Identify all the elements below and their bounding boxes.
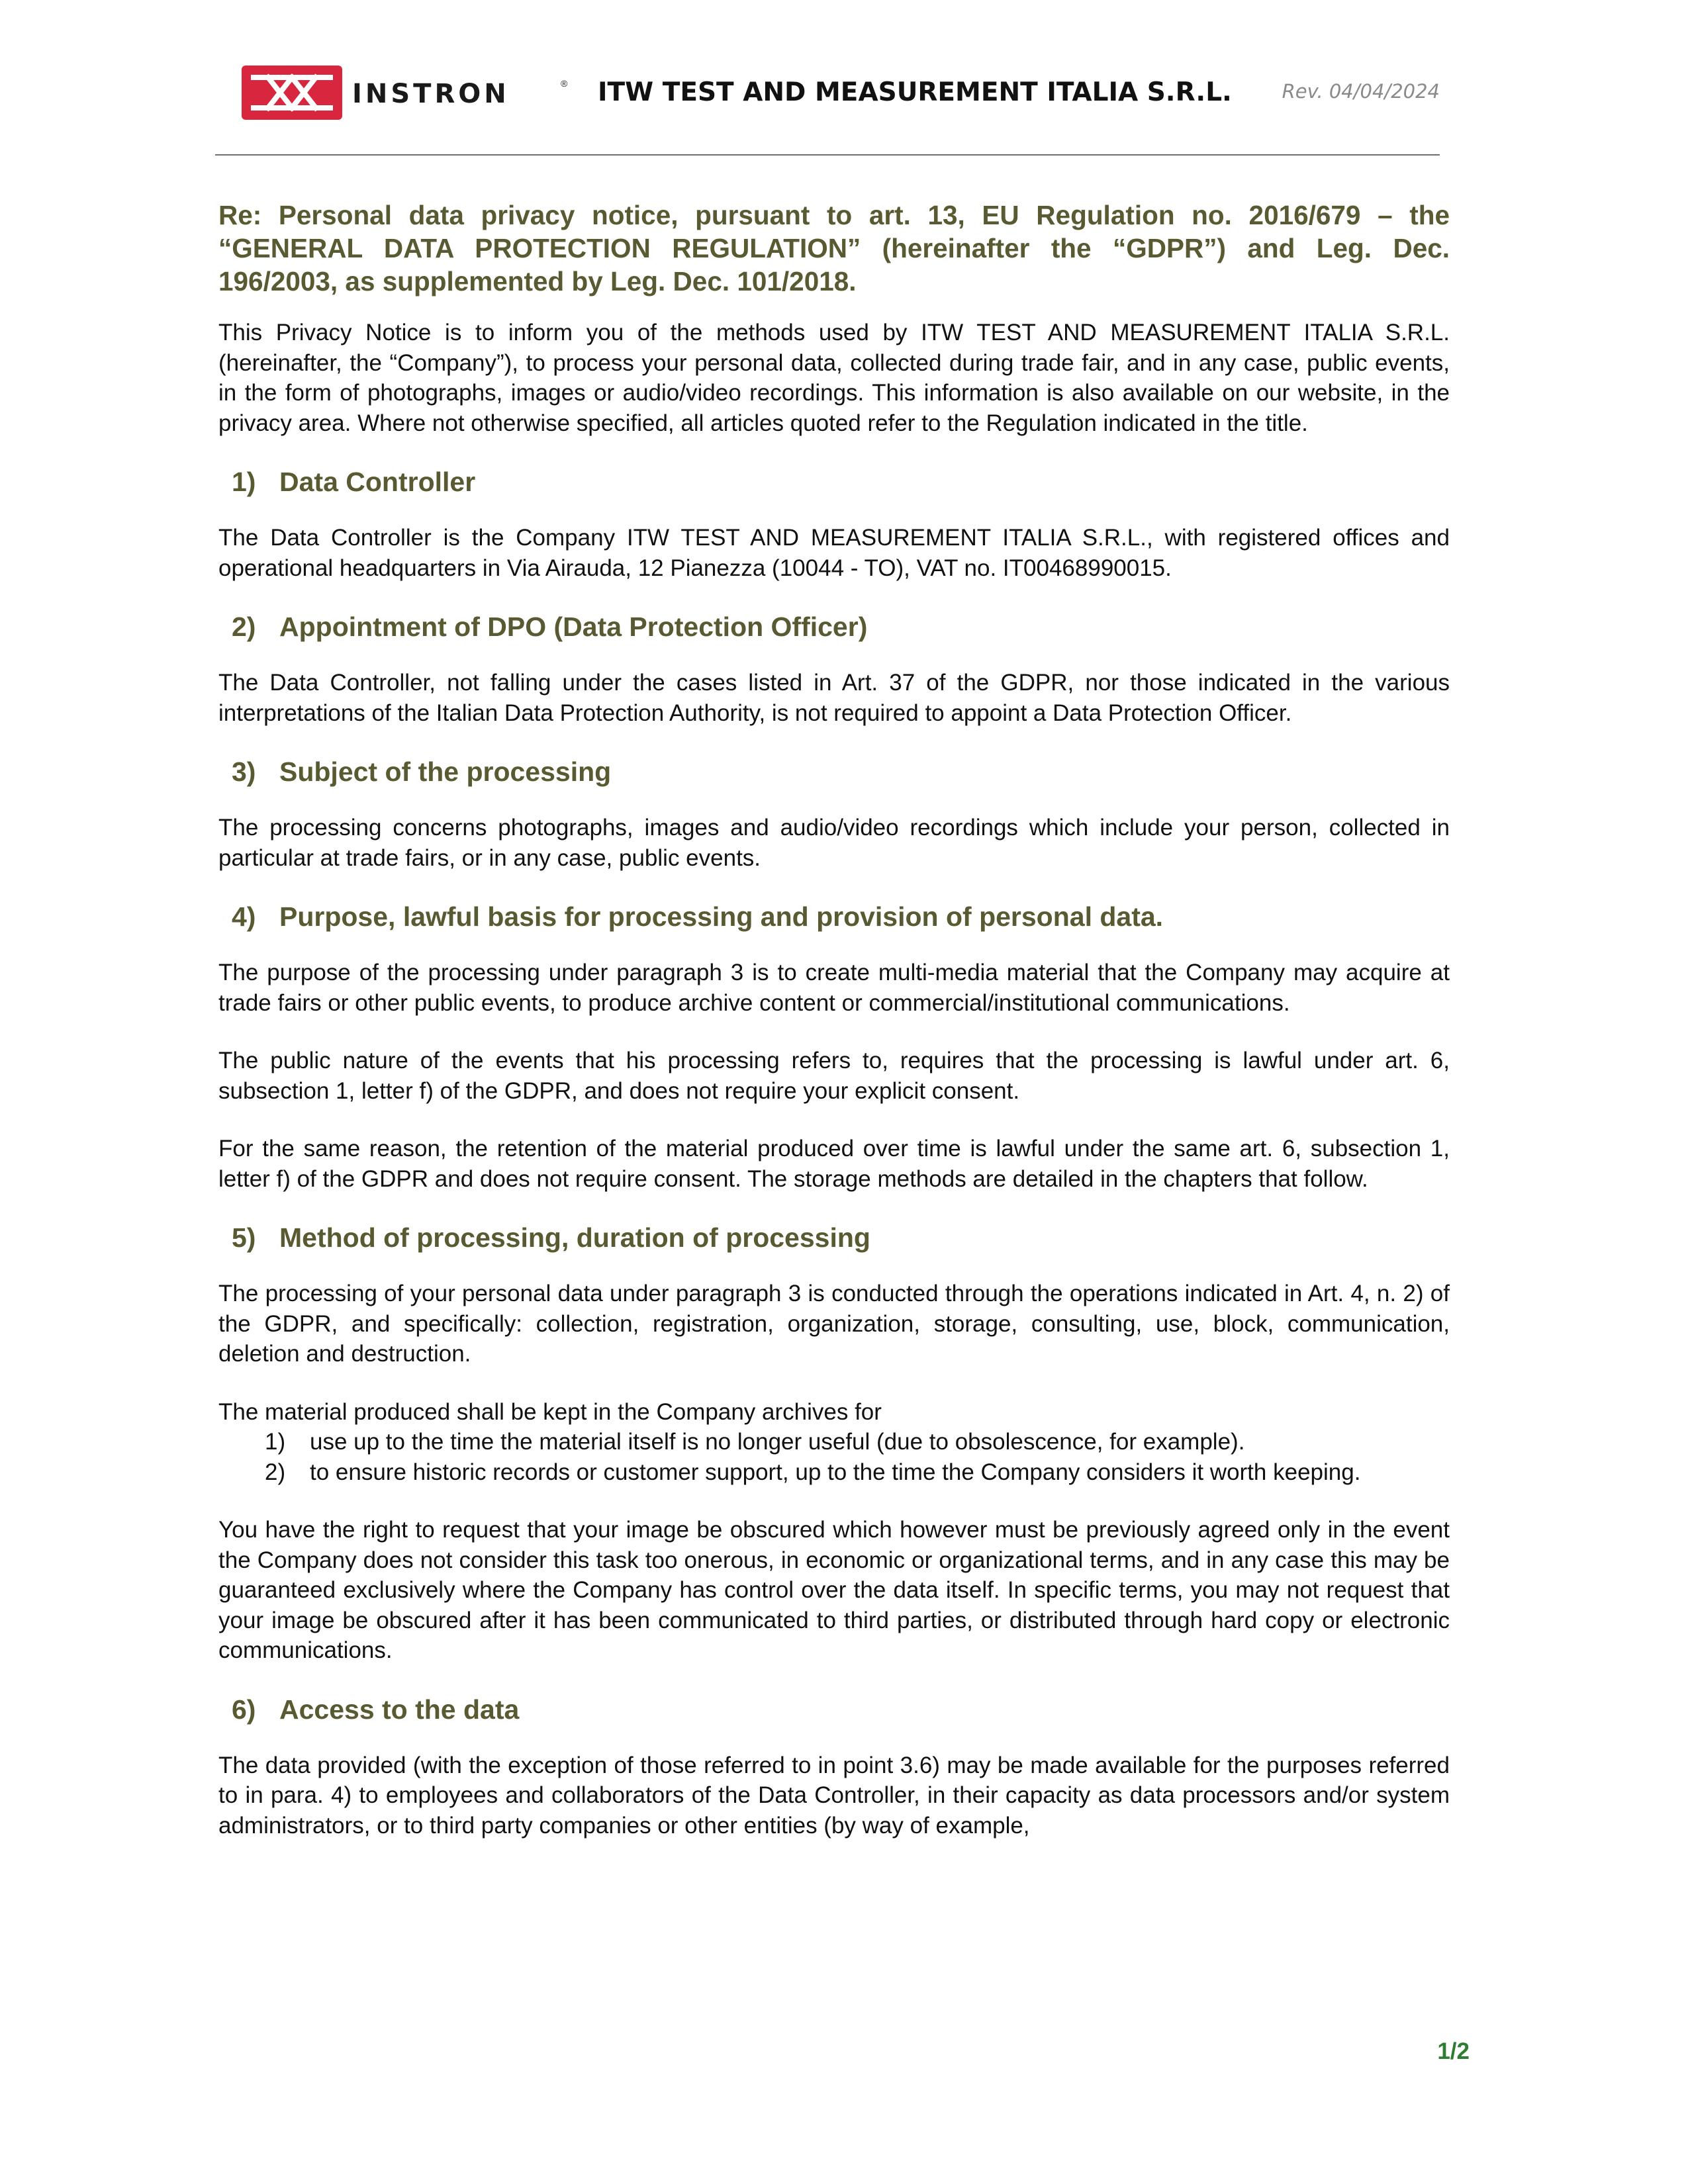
section-number: 4) [232, 901, 256, 932]
section-title: Method of processing, duration of processing [279, 1222, 870, 1253]
section-heading-1 [232, 466, 1450, 498]
retention-list-intro: The material produced shall be kept in the Company archives for [218, 1398, 882, 1425]
intro-paragraph: This Privacy Notice is to inform you of the methods used by ITW TEST AND MEASUREMENT ITALIA S.R.L. (hereinafter, the “Company”), to process your personal data, collected during trade fair, and in any case, public events, in the form of photographs, images or audio/video recordings. This information is also available on our website, in the privacy area. Where not otherwise specified, all articles quoted refer to the Regulation indicated in the title. [218, 320, 1450, 436]
section-title: Subject of the processing [279, 756, 612, 787]
section-number: 2) [232, 612, 256, 642]
section-heading-5 [232, 1222, 1450, 1253]
list-item [265, 1427, 1450, 1457]
section-4-paragraph-1: The purpose of the processing under paragraph 3 is to create multi-media material that the Company may acquire at trade fairs or other public events, to produce archive content or commercial/institutional communications. [218, 960, 1450, 1016]
section-5-obscure-paragraph: You have the right to request that your image be obscured which however must be previously agreed only in the event the Company does not consider this task too onerous, in economic or organizational terms, and in any case this may be guaranteed exclusively where the Company has control over the data itself. In specific terms, you may not request that your image be obscured after it has been communicated to third parties, or distributed through hard copy or electronic communications. [218, 1517, 1450, 1663]
section-title: Appointment of DPO (Data Protection Officer) [279, 612, 868, 642]
page-number: 1/2 [1437, 2038, 1470, 2064]
section-title: Access to the data [279, 1694, 520, 1725]
list-item-number: 1) [265, 1429, 286, 1455]
document-body [218, 199, 1450, 1841]
logo-wordmark: INSTRON [352, 79, 510, 109]
section-title: Data Controller [279, 467, 476, 497]
section-title: Purpose, lawful basis for processing and provision of personal data. [279, 901, 1164, 932]
instron-logo-mark [242, 66, 342, 120]
section-3-paragraph: The processing concerns photographs, images and audio/video recordings which include your person, collected in particular at trade fairs, or in any case, public events. [218, 815, 1450, 871]
section-4-paragraph-2: The public nature of the events that his processing refers to, requires that the processing is lawful under art. 6, subsection 1, letter f) of the GDPR, and does not require your explicit consent. [218, 1048, 1450, 1104]
revision-date: Rev. 04/04/2024 [1282, 80, 1440, 103]
section-2-paragraph: The Data Controller, not falling under the cases listed in Art. 37 of the GDPR, nor those indicated in the various interpretations of the Italian Data Protection Authority, is not required to appoint a Data Protection Officer. [218, 670, 1450, 726]
list-item-text: to ensure historic records or customer support, up to the time the Company considers it worth keeping. [310, 1459, 1361, 1485]
section-1-paragraph: The Data Controller is the Company ITW TEST AND MEASUREMENT ITALIA S.R.L., with registered offices and operational headquarters in Via Airauda, 12 Pianezza (10044 - TO), VAT no. IT00468990015. [218, 525, 1450, 581]
company-name: ITW TEST AND MEASUREMENT ITALIA S.R.L. [598, 77, 1232, 107]
section-heading-6 [232, 1694, 1450, 1725]
section-6-paragraph: The data provided (with the exception of those referred to in point 3.6) may be made available for the purposes referred to in para. 4) to employees and collaborators of the Data Controller, in their capacity as data processors and/or system administrators, or to third party companies or other entities (by way of example, [218, 1752, 1450, 1839]
section-number: 6) [232, 1694, 256, 1725]
section-number: 3) [232, 756, 256, 787]
section-number: 5) [232, 1222, 256, 1253]
section-heading-3 [232, 756, 1450, 788]
header-divider [215, 154, 1440, 156]
list-item-number: 2) [265, 1459, 286, 1485]
list-item-text: use up to the time the material itself is no longer useful (due to obsolescence, for example). [310, 1429, 1245, 1455]
section-heading-2 [232, 611, 1450, 643]
section-5-paragraph: The processing of your personal data under paragraph 3 is conducted through the operations indicated in Art. 4, n. 2) of the GDPR, and specifically: collection, registration, organization, storage, consulting, use, block, communication, deletion and destruction. [218, 1281, 1450, 1367]
list-item [265, 1457, 1450, 1488]
document-title: Re: Personal data privacy notice, pursuant to art. 13, EU Regulation no. 2016/679 – the “GENERAL DATA PROTECTION REGULATION” (hereinafter the “GDPR”) and Leg. Dec. 196/2003, as supplemented by Leg. Dec. 101/2018. [218, 200, 1450, 296]
page-header [215, 56, 1440, 129]
section-4-paragraph-3: For the same reason, the retention of the material produced over time is lawful under the same art. 6, subsection 1, letter f) of the GDPR and does not require consent. The storage methods are detailed in the chapters that follow. [218, 1136, 1450, 1192]
registered-mark: ® [561, 78, 568, 89]
instron-logo [242, 66, 568, 120]
retention-list [218, 1397, 1450, 1488]
section-heading-4 [232, 901, 1450, 933]
section-number: 1) [232, 467, 256, 497]
